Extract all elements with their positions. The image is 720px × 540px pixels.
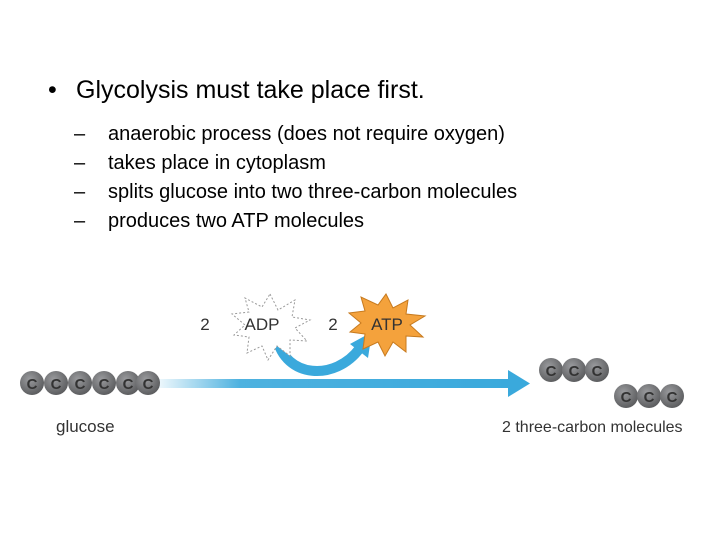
dash-symbol: – bbox=[74, 152, 86, 174]
carbon-atom bbox=[20, 371, 44, 395]
carbon-atom bbox=[136, 371, 160, 395]
sub-bullet-text: anaerobic process (does not require oxygen) bbox=[108, 123, 505, 145]
three-carbon-molecule bbox=[539, 358, 609, 382]
glucose-molecule bbox=[20, 371, 160, 395]
three-carbon-label: 2 three-carbon molecules bbox=[502, 419, 683, 436]
sub-bullet bbox=[74, 149, 517, 178]
sub-bullet bbox=[74, 178, 517, 207]
dash-symbol: – bbox=[74, 123, 86, 145]
carbon-atom bbox=[660, 384, 684, 408]
adp-label: ADP bbox=[244, 315, 280, 334]
svg-text:C: C bbox=[591, 363, 603, 380]
sub-bullet-list bbox=[74, 120, 517, 236]
atp-label: ATP bbox=[371, 315, 403, 334]
sub-bullet bbox=[74, 207, 517, 236]
atp-count: 2 bbox=[328, 315, 338, 334]
sub-bullet-text: takes place in cytoplasm bbox=[108, 152, 326, 174]
glycolysis-diagram bbox=[0, 280, 720, 450]
svg-text:C: C bbox=[122, 376, 134, 393]
sub-bullet-text: splits glucose into two three-carbon molecules bbox=[108, 181, 518, 203]
svg-text:C: C bbox=[568, 363, 580, 380]
carbon-atom bbox=[637, 384, 661, 408]
main-bullet bbox=[48, 76, 425, 105]
svg-text:C: C bbox=[643, 389, 655, 406]
carbon-atom bbox=[585, 358, 609, 382]
carbon-atom bbox=[92, 371, 116, 395]
bullet-symbol: • bbox=[48, 76, 57, 104]
dash-symbol: – bbox=[74, 181, 86, 203]
dash-symbol: – bbox=[74, 210, 86, 232]
svg-text:C: C bbox=[26, 376, 38, 393]
carbon-atom bbox=[562, 358, 586, 382]
sub-bullet bbox=[74, 120, 517, 149]
carbon-atom bbox=[44, 371, 68, 395]
three-carbon-molecule bbox=[614, 384, 684, 408]
svg-text:C: C bbox=[50, 376, 62, 393]
glucose-label: glucose bbox=[56, 417, 115, 436]
sub-bullet-text: produces two ATP molecules bbox=[108, 210, 365, 232]
adp-count: 2 bbox=[200, 315, 210, 334]
carbon-atom bbox=[614, 384, 638, 408]
main-bullet-text: Glycolysis must take place first. bbox=[76, 76, 425, 104]
svg-text:C: C bbox=[98, 376, 110, 393]
svg-text:C: C bbox=[545, 363, 557, 380]
carbon-atom bbox=[539, 358, 563, 382]
svg-text:C: C bbox=[142, 376, 154, 393]
reaction-arrow bbox=[150, 370, 530, 397]
svg-text:C: C bbox=[620, 389, 632, 406]
carbon-atom bbox=[68, 371, 92, 395]
svg-text:C: C bbox=[666, 389, 678, 406]
svg-text:C: C bbox=[74, 376, 86, 393]
